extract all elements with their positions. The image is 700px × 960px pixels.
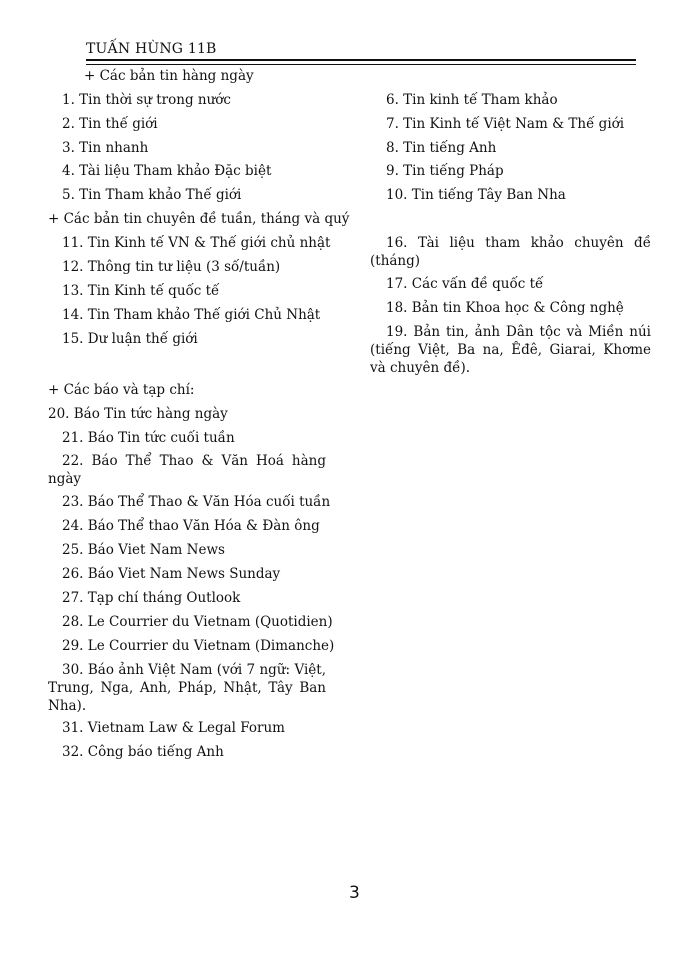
list-item: 20. Báo Tin tức hàng ngày <box>48 406 228 422</box>
header-rule-thin <box>86 64 636 65</box>
list-item: 21. Báo Tin tức cuối tuần <box>62 430 235 446</box>
list-item: 5. Tin Tham khảo Thế giới <box>62 187 242 203</box>
list-item: 12. Thông tin tư liệu (3 số/tuần) <box>62 259 281 275</box>
list-item: 24. Báo Thể thao Văn Hóa & Đàn ông <box>62 518 320 534</box>
list-item: 22. Báo Thể Thao & Văn Hoá hàng ngày <box>48 453 326 487</box>
list-item: 29. Le Courrier du Vietnam (Dimanche) <box>62 638 335 654</box>
list-item: 13. Tin Kinh tế quốc tế <box>62 283 220 299</box>
page-header-title: TUẤN HÙNG 11B <box>86 41 217 57</box>
list-item: 23. Báo Thể Thao & Văn Hóa cuối tuần <box>62 494 331 510</box>
page-number: 3 <box>349 883 360 903</box>
list-item: 31. Vietnam Law & Legal Forum <box>62 720 285 736</box>
list-item: 10. Tin tiếng Tây Ban Nha <box>386 187 566 203</box>
section-heading-thematic: + Các bản tin chuyên đề tuần, tháng và quý <box>48 211 350 227</box>
list-item: 19. Bản tin, ảnh Dân tộc và Miền núi (tiếng Việt, Ba na, Êđê, Giarai, Khơme và chuyên đề). <box>370 324 651 376</box>
list-item: 14. Tin Tham khảo Thế giới Chủ Nhật <box>62 307 321 323</box>
header-rule-thick <box>86 59 636 61</box>
list-item: 1. Tin thời sự trong nước <box>62 92 231 108</box>
list-item: 17. Các vấn đề quốc tế <box>386 276 544 292</box>
list-item: 15. Dư luận thế giới <box>62 331 198 347</box>
list-item: 4. Tài liệu Tham khảo Đặc biệt <box>62 163 272 179</box>
list-item: 11. Tin Kinh tế VN & Thế giới chủ nhật <box>62 235 331 251</box>
list-item: 30. Báo ảnh Việt Nam (với 7 ngữ: Việt, Trung, Nga, Anh, Pháp, Nhật, Tây Ban Nha). <box>48 662 326 714</box>
list-item: 6. Tin kinh tế Tham khảo <box>386 92 558 108</box>
list-item: 18. Bản tin Khoa học & Công nghệ <box>386 300 624 316</box>
list-item: 28. Le Courrier du Vietnam (Quotidien) <box>62 614 333 630</box>
section-heading-daily: + Các bản tin hàng ngày <box>84 68 254 84</box>
list-item: 26. Báo Viet Nam News Sunday <box>62 566 281 582</box>
list-item: 2. Tin thế giới <box>62 116 158 132</box>
list-item: 3. Tin nhanh <box>62 140 149 156</box>
list-item: 7. Tin Kinh tế Việt Nam & Thế giới <box>386 116 625 132</box>
list-item: 27. Tạp chí tháng Outlook <box>62 590 241 606</box>
list-item: 16. Tài liệu tham khảo chuyên đề (tháng) <box>370 235 651 269</box>
list-item: 25. Báo Viet Nam News <box>62 542 225 558</box>
list-item: 32. Công báo tiếng Anh <box>62 744 224 760</box>
list-item: 8. Tin tiếng Anh <box>386 140 497 156</box>
list-item: 9. Tin tiếng Pháp <box>386 163 504 179</box>
section-heading-press: + Các báo và tạp chí: <box>48 382 195 398</box>
